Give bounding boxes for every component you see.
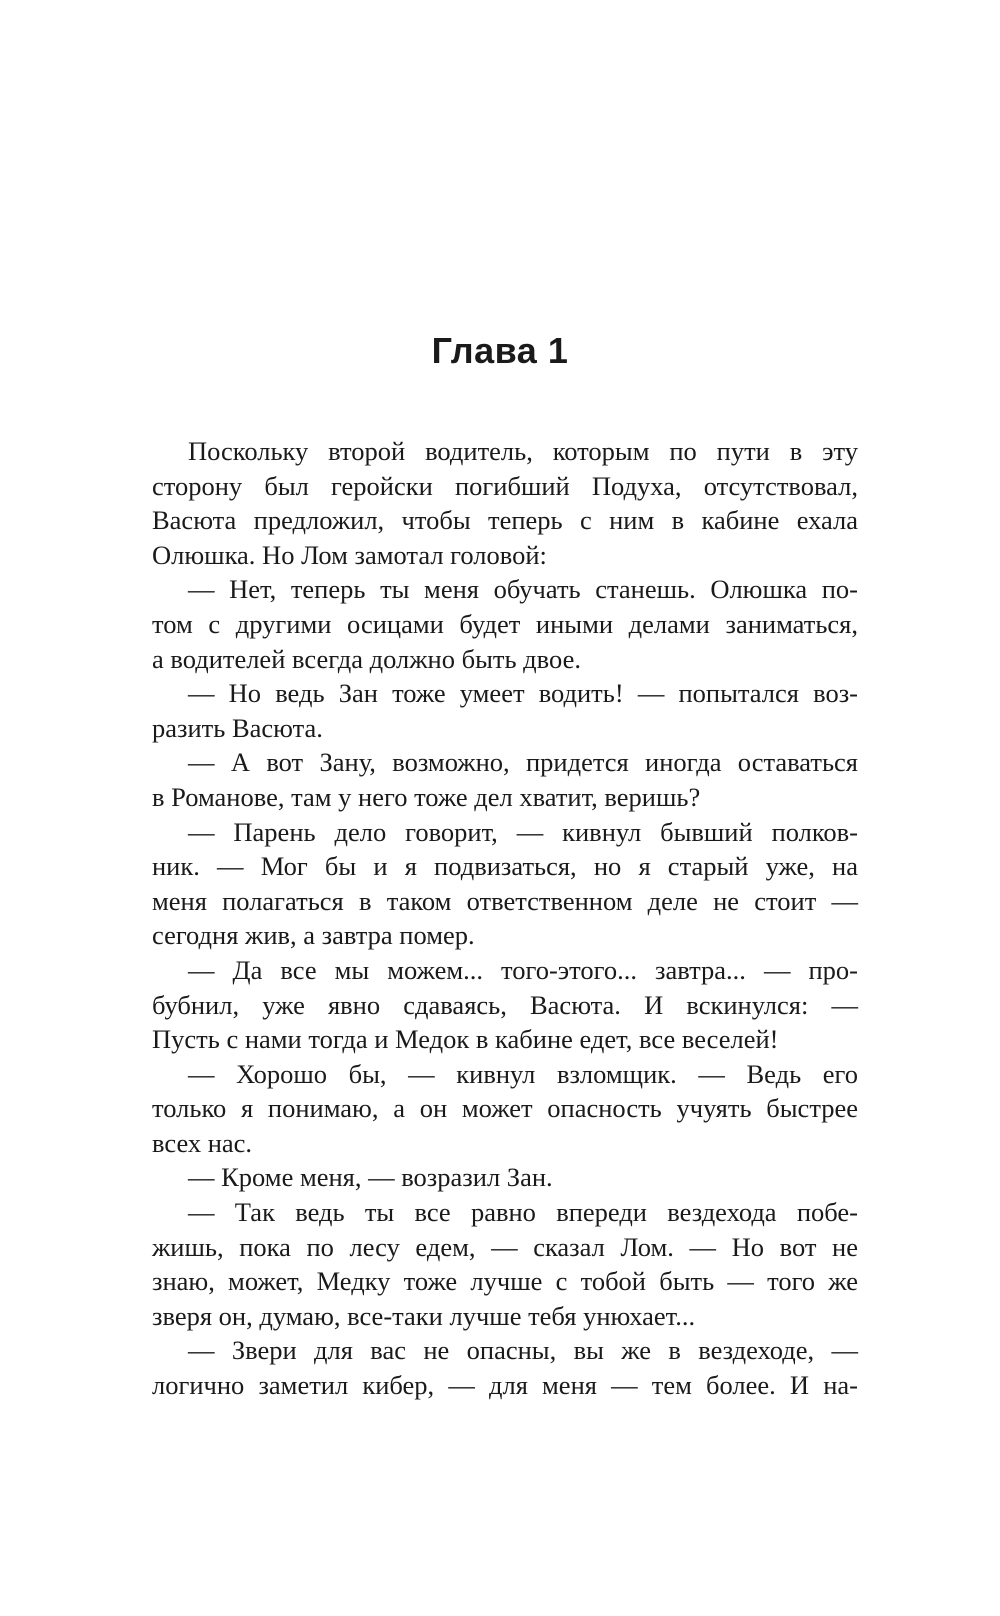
text-line: а водителей всегда должно быть двое.	[152, 643, 581, 674]
text-line: Васюта предложил, чтобы теперь с ним в кабине ехала	[152, 505, 858, 536]
text-line: знаю, может, Медку тоже лучше с тобой быть — того же	[152, 1266, 858, 1297]
text-line: бубнил, уже явно сдаваясь, Васюта. И вскинулся: —	[152, 989, 858, 1020]
text-line: — Нет, теперь ты меня обучать станешь. Олюшка по-	[188, 574, 858, 605]
text-line: Поскольку второй водитель, которым по пути в эту	[188, 436, 858, 466]
text-line: Пусть с нами тогда и Медок в кабине едет, все веселей!	[152, 1024, 779, 1055]
text-line: — Звери для вас не опасны, вы же в вездеходе, —	[188, 1335, 858, 1366]
text-line: только я понимаю, а он может опасность учуять быстрее	[152, 1093, 858, 1124]
text-line: зверя он, думаю, все-таки лучше тебя унюхает...	[152, 1300, 696, 1331]
text-line: — Парень дело говорит, — кивнул бывший полков-	[188, 816, 858, 847]
text-line: — Хорошо бы, — кивнул взломщик. — Ведь его	[188, 1058, 858, 1089]
text-line: — Но ведь Зан тоже умеет водить! — попытался воз-	[188, 678, 858, 709]
text-line: ник. — Мог бы и я подвизаться, но я старый уже, на	[152, 851, 858, 882]
text-line: — Так ведь ты все равно впереди вездехода побе-	[188, 1197, 858, 1228]
text-line: логично заметил кибер, — для меня — тем более. И на-	[152, 1370, 858, 1401]
text-line: всех нас.	[152, 1127, 253, 1158]
chapter-body-text	[152, 434, 858, 1403]
text-line: — Кроме меня, — возразил Зан.	[188, 1162, 553, 1193]
text-line: сторону был геройски погибший Подуха, отсутствовал,	[152, 470, 858, 501]
text-line: разить Васюта.	[152, 712, 323, 743]
text-line: сегодня жив, а завтра помер.	[152, 920, 475, 951]
chapter-title: Глава 1	[431, 330, 569, 371]
text-line: меня полагаться в таком ответственном деле не стоит —	[152, 885, 858, 916]
text-line: — А вот Зану, возможно, придется иногда оставаться	[188, 747, 858, 778]
text-line: том с другими осицами будет иными делами заниматься,	[152, 608, 858, 639]
text-line: жишь, пока по лесу едем, — сказал Лом. — Но вот не	[152, 1231, 858, 1262]
text-line: в Романове, там у него тоже дел хватит, веришь?	[152, 781, 701, 812]
text-line: Олюшка. Но Лом замотал головой:	[152, 539, 547, 570]
text-line: — Да все мы можем... того-этого... завтра... — про-	[188, 954, 858, 985]
